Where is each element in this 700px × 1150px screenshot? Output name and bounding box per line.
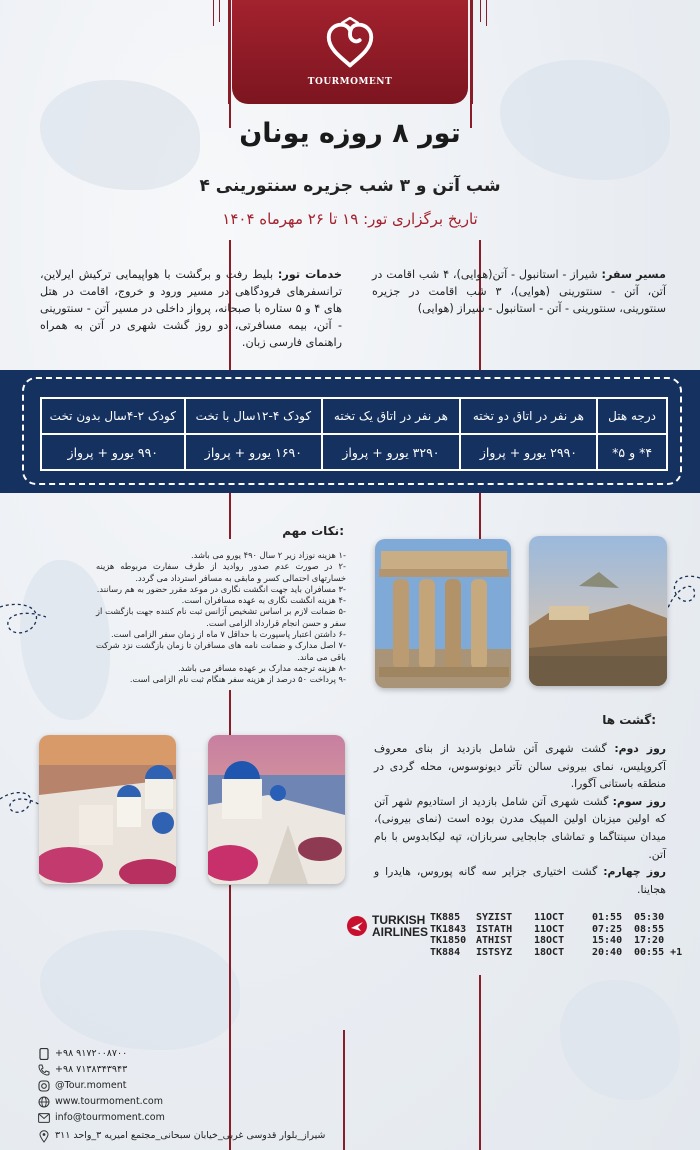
- flight-arrival: 08:55: [634, 923, 665, 935]
- flight-route: SYZIST: [476, 912, 513, 923]
- note-item: -۹ پرداخت ۵۰ درصد از هزینه سفر هنگام ثبت نام الزامی است.: [129, 674, 346, 685]
- email-icon: [38, 1112, 50, 1124]
- contact-address: [38, 1128, 325, 1144]
- flight-date: 11OCT: [534, 923, 565, 935]
- price-table-row: [41, 434, 667, 470]
- flight-arrival: 05:30: [634, 912, 665, 923]
- note-item: -۷ اصل مدارک و ضمانت نامه های مسافران تا زمان بازگشت نزد شرکت باقی می ماند.: [96, 640, 346, 662]
- contact-instagram[interactable]: [38, 1078, 325, 1094]
- phone-mobile[interactable]: +۹۸ ۹۱۷۲۰۰۸۷۰۰: [55, 1048, 128, 1059]
- tour-day-label: روز چهارم:: [603, 865, 667, 879]
- rail-line: [228, 0, 231, 104]
- flight-departure: 01:55: [592, 912, 623, 923]
- website-link[interactable]: www.tourmoment.com: [55, 1096, 163, 1107]
- route-paragraph: [372, 266, 666, 317]
- airline-logo: [346, 913, 429, 939]
- tour-item: [374, 863, 666, 898]
- header-child-without-bed: کودک ۲-۴سال بدون تخت: [41, 398, 185, 434]
- note-item: -۲ در صورت عدم صدور روادید از طرف سفارت مربوطه هزینه خسارتهای احتمالی کسر و مابقی به مسافر استرداد می گردد.: [96, 561, 346, 583]
- rail-line: [213, 0, 214, 26]
- dashed-loop-decoration: [0, 595, 46, 645]
- page-subtitle: ۴ شب آتن و ۳ شب جزیره سنتورینی: [199, 176, 501, 196]
- route-label: مسیر سفر:: [601, 268, 666, 281]
- tour-day-label: روز دوم:: [614, 742, 666, 755]
- contact-phone[interactable]: [38, 1062, 325, 1078]
- dashed-loop-decoration: [668, 568, 700, 614]
- header-child-with-bed: کودک ۴-۱۲سال با تخت: [185, 398, 323, 434]
- price-table: [40, 397, 668, 471]
- flight-number: TK1843: [430, 923, 467, 935]
- flight-departure: 07:25: [592, 923, 623, 935]
- tour-day-label: روز سوم:: [612, 794, 666, 808]
- acropolis-hill-photo: [529, 536, 667, 686]
- flight-schedule: [430, 912, 683, 958]
- contact-website[interactable]: [38, 1094, 325, 1110]
- email-link[interactable]: info@tourmoment.com: [55, 1112, 165, 1123]
- cell-hotel-grade: ۴* و ۵*: [597, 434, 667, 470]
- phone-icon: [38, 1064, 50, 1076]
- flight-date: 11OCT: [534, 912, 565, 923]
- cell-child-with-bed: ۱۶۹۰ یورو + پرواز: [185, 434, 323, 470]
- contact-phone[interactable]: [38, 1046, 325, 1062]
- flight-row: [430, 924, 680, 936]
- brand-name: TOURMOMENT: [307, 77, 393, 87]
- services-paragraph: [40, 266, 342, 351]
- cell-child-without-bed: ۹۹۰ یورو + پرواز: [41, 434, 185, 470]
- flight-route: ISTATH: [476, 923, 513, 935]
- turkish-airlines-icon: [346, 915, 368, 937]
- services-text: بلیط رفت و برگشت با هواپیمایی ترکیش ایرلاین، ترانسفرهای فرودگاهی در مسیر ورود و خروج، اقامت در هتل های ۴ و ۵ ستاره با صبحانه، پرواز داخلی در مسیر آتن - سنتورینی - آتن، بیمه مسافرتی، دو روز گشت شهری در آتن به همراه راهنمای فارسی زبان.: [40, 268, 342, 349]
- tour-item: [374, 793, 666, 863]
- route-text: شیراز - استانبول - آتن(هوایی)، ۴ شب اقامت در آتن، آتن - سنتورینی (هوایی)، ۳ شب اقامت در جزیره سنتورینی، سنتورینی - آتن - استانبول - شیراز (هوایی): [372, 268, 666, 315]
- location-pin-icon: [38, 1130, 50, 1142]
- contact-info: [38, 1046, 325, 1144]
- instagram-icon: [38, 1080, 50, 1092]
- rail-line: [229, 493, 231, 539]
- note-item: -۸ هزینه ترجمه مدارک بر عهده مسافر می باشد.: [177, 662, 346, 673]
- rail-line: [229, 690, 231, 736]
- notes-title: نکات مهم:: [282, 524, 344, 538]
- tour-day-text: گشت شهری آتن شامل بازدید از بنای معروف آکروپلیس، نمای بیرونی سالن تآتر دیونوسوس، محله گردی در منطقه باستانی آگورا.: [374, 742, 666, 791]
- map-background: [560, 980, 680, 1100]
- santorini-street-photo: [208, 735, 345, 884]
- contact-email[interactable]: [38, 1110, 325, 1126]
- map-background: [40, 930, 240, 1050]
- note-item: -۴ هزینه انگشت نگاری به عهده مسافران است.: [181, 595, 346, 606]
- brand-logo: [232, 0, 468, 104]
- notes-list: [96, 550, 346, 686]
- note-item: -۵ ضمانت لازم بر اساس تشخیص آژانس ثبت نام کننده جهت بازگشت از سفر و حسن انجام قرارداد الزامی است.: [96, 606, 346, 628]
- cell-double-room: ۲۹۹۰ یورو + پرواز: [460, 434, 598, 470]
- globe-icon: [38, 1096, 50, 1108]
- note-item: -۳ مسافران باید جهت انگشت نگاری در موعد مقرر حضور به هم رسانند.: [96, 583, 346, 594]
- rail-line: [479, 493, 481, 539]
- flight-number: TK884: [430, 946, 461, 958]
- flight-route: ATHIST: [476, 935, 513, 946]
- flight-date: 18OCT: [534, 946, 565, 958]
- heart-swirl-icon: [321, 17, 379, 75]
- flight-row: [430, 912, 680, 924]
- rail-line: [479, 975, 481, 1150]
- tours-title: گشت ها:: [602, 713, 656, 727]
- santorini-church-photo: [39, 735, 176, 884]
- tour-date: تاریخ برگزاری تور: ۱۹ تا ۲۶ مهرماه ۱۴۰۴: [222, 210, 478, 228]
- flight-date: 18OCT: [534, 935, 565, 946]
- flight-departure: 20:40: [592, 946, 623, 958]
- header-double-room: هر نفر در اتاق دو تخته: [460, 398, 598, 434]
- cell-single-room: ۳۲۹۰ یورو + پرواز: [322, 434, 460, 470]
- flight-number: TK885: [430, 912, 461, 923]
- flight-route: ISTSYZ: [476, 946, 513, 958]
- header-single-room: هر نفر در اتاق یک تخته: [322, 398, 460, 434]
- tours-list: [374, 740, 666, 898]
- rail-line: [219, 0, 220, 22]
- header-hotel-grade: درجه هتل: [597, 398, 667, 434]
- phone-landline[interactable]: +۹۸ ۷۱۳۸۳۴۳۹۴۳: [55, 1064, 128, 1075]
- price-table-header: [41, 398, 667, 434]
- rail-line: [480, 0, 481, 22]
- rail-line: [486, 0, 487, 26]
- address-text: شیراز_بلوار قدوسی غربی_خیابان سبحانی_مجتمع امیریه ۳_واحد ۳۱۱: [55, 1130, 326, 1141]
- flight-number: TK1850: [430, 935, 467, 946]
- rail-line: [470, 0, 473, 104]
- caryatids-photo: [375, 539, 511, 688]
- flight-arrival: 00:55 +1: [634, 946, 683, 958]
- instagram-handle[interactable]: @Tour.moment: [55, 1080, 127, 1091]
- rail-line: [343, 1030, 345, 1150]
- airline-name: TURKISH AIRLINES: [372, 913, 429, 939]
- mobile-phone-icon: [38, 1048, 50, 1060]
- flight-departure: 15:40: [592, 935, 623, 946]
- services-label: خدمات تور:: [277, 268, 342, 281]
- tour-item: [374, 740, 666, 793]
- note-item: -۱ هزینه نوزاد زیر ۲ سال ۴۹۰ یورو می باشد.: [190, 550, 346, 560]
- tour-day-text: گشت اختیاری جزایر سه گانه پوروس، هایدرا و هجاینا.: [374, 865, 666, 896]
- flight-arrival: 17:20: [634, 935, 665, 946]
- dashed-loop-decoration: [0, 785, 40, 819]
- page-title: تور ۸ روزه یونان: [239, 118, 461, 149]
- tour-day-text: گشت شهری آتن شامل بازدید از استادیوم شهر آتن که اولین میزبان اولین المپیک مدرن بوده است (نمای بیرونی)، میدان سینتاگما و تماشای جابجایی سربازان، تپه لیکابدوس با بام آتن.: [374, 794, 666, 861]
- flight-row: [430, 946, 683, 959]
- note-item: -۶ داشتن اعتبار پاسپورت با حداقل ۷ ماه از زمان سفر الزامی است.: [111, 629, 346, 640]
- flight-row: [430, 935, 680, 947]
